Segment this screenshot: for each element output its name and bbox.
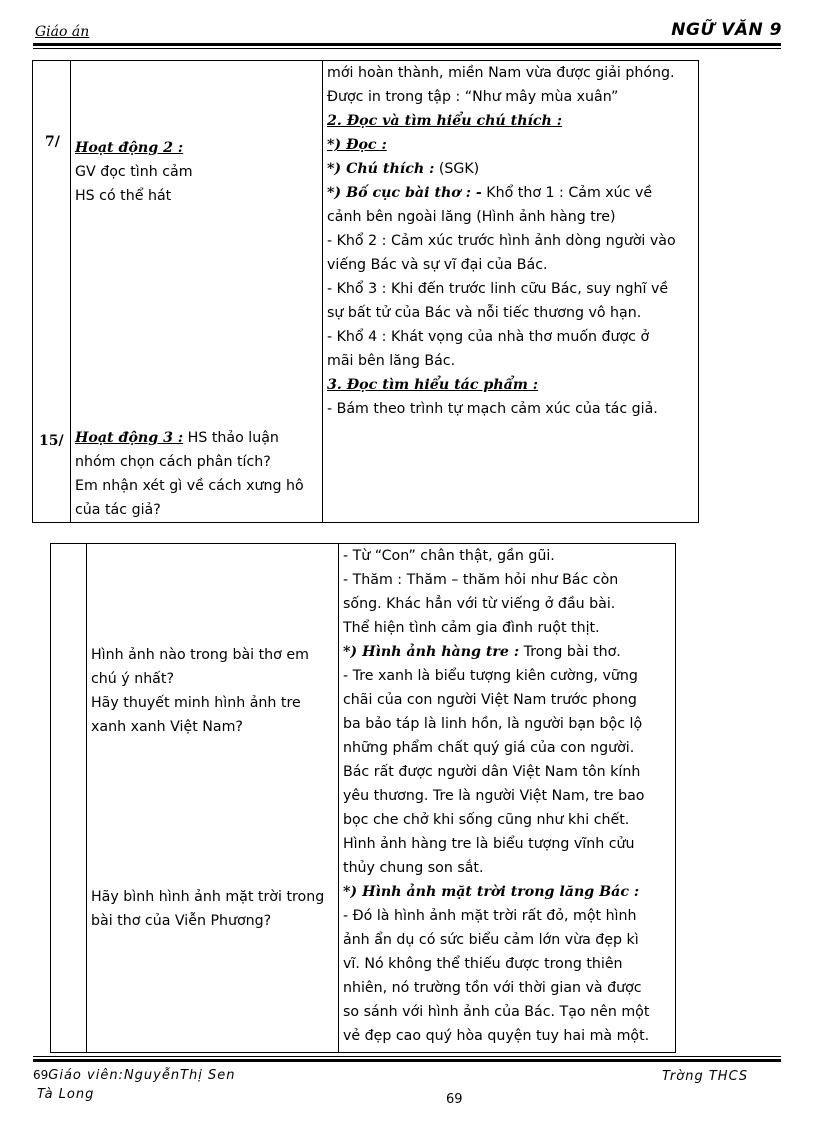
footer-page-sup: 69 <box>33 1068 49 1082</box>
activity-title-suffix: HS thảo luận <box>183 430 279 446</box>
content-line: Thể hiện tình cảm gia đình ruột thịt. <box>343 620 600 636</box>
sun-heading: *) Hình ảnh mặt trời trong lăng Bác : <box>343 884 640 900</box>
activity-line: của tác giả? <box>75 502 161 518</box>
answer-column <box>339 544 676 1053</box>
structure-label: *) Bố cục bài thơ : - <box>327 185 482 201</box>
footer-page-number: 69 <box>446 1092 463 1107</box>
header-title-left: Giáo án <box>35 24 90 40</box>
footer-teacher-name: Giáo viên:NguyễnThị Sen <box>48 1068 236 1083</box>
content-line: - Khổ 4 : Khát vọng của nhà thơ muốn được ở <box>327 329 650 345</box>
content-line: ảnh ẩn dụ có sức biểu cảm lớn vừa đẹp kì <box>343 932 639 948</box>
footer-school-right: Trờng THCS <box>662 1069 749 1084</box>
footer-rule-thin <box>33 1056 781 1057</box>
time-mark-2: 15/ <box>39 433 64 449</box>
content-line: mới hoàn thành, miền Nam vừa được giải phóng. <box>327 65 675 81</box>
notes-text: (SGK) <box>434 161 480 177</box>
content-line: vẻ đẹp cao quý hòa quyện tuy hai mà một. <box>343 1028 650 1044</box>
section-heading-3: 3. Đọc tìm hiểu tác phẩm : <box>327 377 539 393</box>
content-line: Bác rất được người dân Việt Nam tôn kính <box>343 764 641 780</box>
question-column <box>87 544 339 1053</box>
bamboo-heading-text: Trong bài thơ. <box>519 644 621 660</box>
activity-column <box>71 61 323 523</box>
lesson-table-2 <box>50 543 676 1053</box>
header-rule-thin <box>33 48 781 49</box>
footer-teacher <box>33 1068 236 1083</box>
content-line: những phẩm chất quý giá của con người. <box>343 740 635 756</box>
content-line: yêu thương. Tre là người Việt Nam, tre bao <box>343 788 645 804</box>
bamboo-heading: *) Hình ảnh hàng tre : <box>343 644 520 660</box>
content-column <box>323 61 699 523</box>
content-line: - Đó là hình ảnh mặt trời rất đỏ, một hình <box>343 908 637 924</box>
content-line: - Khổ 2 : Cảm xúc trước hình ảnh dòng người vào <box>327 233 676 249</box>
content-line: Hình ảnh hàng tre là biểu tượng vĩnh cửu <box>343 836 635 852</box>
content-line: ba bảo táp là linh hồn, là người bạn bộc lộ <box>343 716 643 732</box>
activity-title-3: Hoạt động 3 : <box>75 430 184 446</box>
content-line: chãi của con người Việt Nam trước phong <box>343 692 637 708</box>
activity-line: nhóm chọn cách phân tích? <box>75 454 271 470</box>
activity-line: HS có thể hát <box>75 188 172 204</box>
header-subject: NGỮ VĂN 9 <box>671 20 782 40</box>
content-line: - Tre xanh là biểu tượng kiên cường, vững <box>343 668 638 684</box>
question-line: xanh xanh Việt Nam? <box>91 719 243 735</box>
content-line: - Từ “Con” chân thật, gần gũi. <box>343 548 555 564</box>
section-heading-2: 2. Đọc và tìm hiểu chú thích : <box>327 113 563 129</box>
notes-label: *) Chú thích : <box>327 161 435 177</box>
footer-school-left: Tà Long <box>37 1087 95 1102</box>
question-line: Hãy bình hình ảnh mặt trời trong <box>91 889 325 905</box>
footer-rule-thick <box>33 1059 781 1062</box>
content-line: so sánh với hình ảnh của Bác. Tạo nên một <box>343 1004 650 1020</box>
content-line: - Bám theo trình tự mạch cảm xúc của tác giả. <box>327 401 658 417</box>
time-column-empty <box>51 544 87 1053</box>
time-column <box>33 61 71 523</box>
activity-title-2: Hoạt động 2 : <box>75 140 184 156</box>
question-line: Hãy thuyết minh hình ảnh tre <box>91 695 301 711</box>
time-mark-1: 7/ <box>45 134 60 150</box>
question-line: Hình ảnh nào trong bài thơ em <box>91 647 309 663</box>
content-line: Được in trong tập : “Như mây mùa xuân” <box>327 89 619 105</box>
question-line: chú ý nhất? <box>91 671 174 687</box>
activity-line: Em nhận xét gì về cách xưng hô <box>75 478 304 494</box>
structure-text: Khổ thơ 1 : Cảm xúc về <box>481 185 653 201</box>
lesson-table-1 <box>32 60 699 523</box>
content-line: bọc che chở khi sống cũng như khi chết. <box>343 812 630 828</box>
content-line: vĩ. Nó không thể thiếu được trong thiên <box>343 956 623 972</box>
reading-heading: *) Đọc : <box>327 137 387 153</box>
content-line: sự bất tử của Bác và nỗi tiếc thương vô hạn. <box>327 305 642 321</box>
content-line: - Thăm : Thăm – thăm hỏi như Bác còn <box>343 572 619 588</box>
content-line: thủy chung son sắt. <box>343 860 484 876</box>
content-line: mãi bên lăng Bác. <box>327 353 456 369</box>
content-line: sống. Khác hẳn với từ viếng ở đầu bài. <box>343 596 616 612</box>
content-line: viếng Bác và sự vĩ đại của Bác. <box>327 257 548 273</box>
content-line: nhiên, nó trường tồn với thời gian và được <box>343 980 642 996</box>
question-line: bài thơ của Viễn Phương? <box>91 913 272 929</box>
header-rule-thick <box>33 43 781 46</box>
content-line: cảnh bên ngoài lăng (Hình ảnh hàng tre) <box>327 209 616 225</box>
content-line: - Khổ 3 : Khi đến trước linh cữu Bác, suy nghĩ về <box>327 281 669 297</box>
activity-line: GV đọc tình cảm <box>75 164 193 180</box>
